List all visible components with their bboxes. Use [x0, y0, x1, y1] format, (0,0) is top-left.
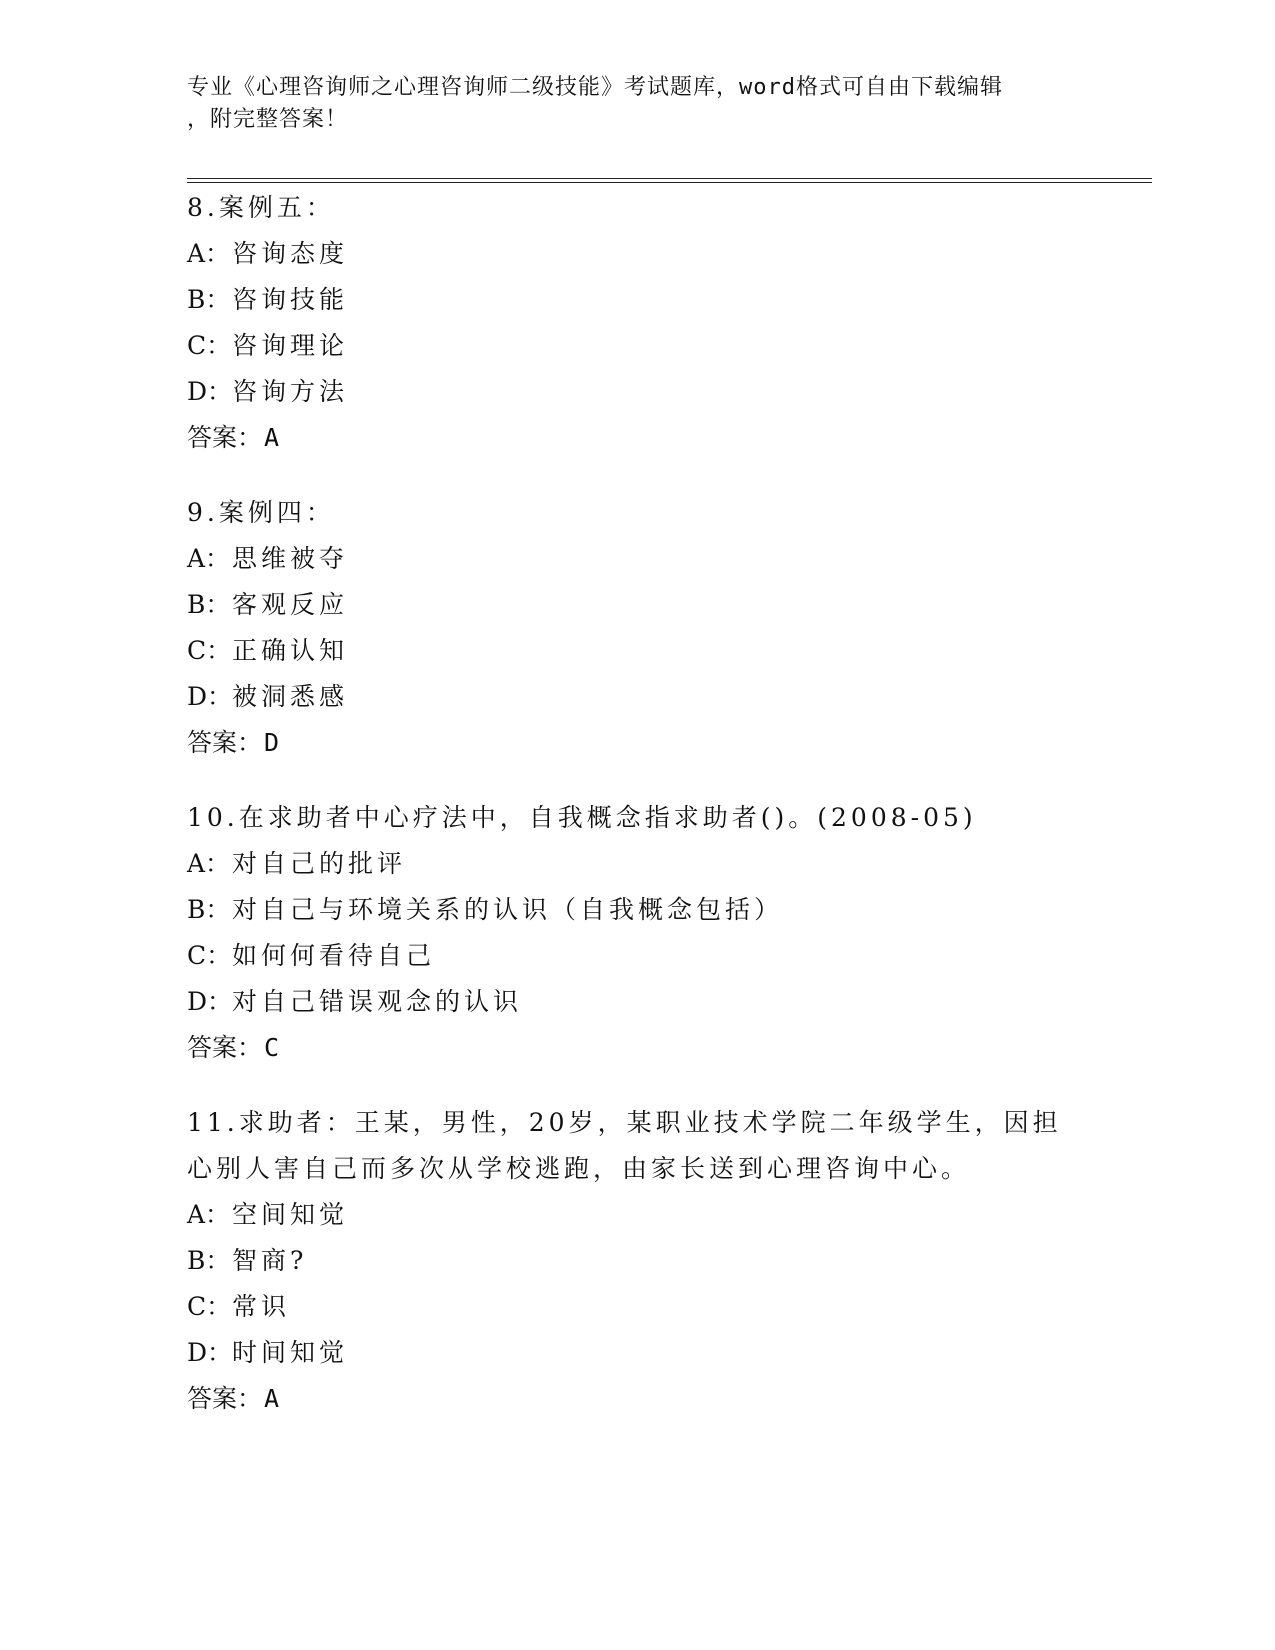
answer-label: 答案： [187, 1384, 263, 1413]
answer-label: 答案： [187, 728, 263, 757]
option-c [187, 628, 1087, 674]
option-letter: A： [187, 849, 231, 878]
option-text: 咨询理论 [232, 331, 349, 360]
option-letter: C： [187, 1292, 232, 1321]
option-d [187, 979, 1087, 1025]
option-letter: B： [187, 590, 231, 619]
answer-value: A [264, 1384, 280, 1413]
answer-label: 答案： [187, 1033, 263, 1062]
question-9 [187, 490, 1087, 766]
option-text: 咨询方法 [232, 377, 349, 406]
option-d [187, 1330, 1067, 1376]
answer-line [187, 720, 1087, 766]
option-d [187, 674, 1087, 720]
option-text: 空间知觉 [232, 1200, 349, 1229]
question-stem: 9.案例四： [187, 498, 335, 527]
question-11 [187, 1100, 1067, 1422]
option-a [187, 841, 1087, 887]
answer-line [187, 415, 1087, 461]
option-letter: B： [187, 285, 231, 314]
header-line-2: ，附完整答案！ [187, 107, 349, 132]
option-letter: A： [187, 1200, 231, 1229]
option-c [187, 1284, 1067, 1330]
page-header [187, 72, 1087, 136]
option-a [187, 231, 1087, 277]
question-10 [187, 795, 1087, 1071]
option-letter: D： [187, 987, 233, 1016]
answer-value: A [264, 423, 280, 452]
option-text: 对自己与环境关系的认识（自我概念包括） [232, 895, 784, 924]
option-text: 对自己的批评 [232, 849, 407, 878]
option-b [187, 887, 1087, 933]
option-b [187, 1238, 1067, 1284]
answer-value: C [264, 1033, 280, 1062]
option-text: 时间知觉 [232, 1338, 349, 1367]
answer-line [187, 1376, 1067, 1422]
option-b [187, 277, 1087, 323]
option-letter: D： [187, 682, 233, 711]
option-text: 被洞悉感 [232, 682, 349, 711]
question-stem: 8.案例五： [187, 193, 335, 222]
option-letter: B： [187, 1246, 231, 1275]
option-text: 咨询技能 [232, 285, 349, 314]
option-a [187, 1192, 1067, 1238]
header-line-1: 专业《心理咨询师之心理咨询师二级技能》考试题库，word格式可自由下载编辑 [187, 75, 1003, 100]
option-d [187, 369, 1087, 415]
option-letter: D： [187, 377, 233, 406]
option-text: 如何何看待自己 [232, 941, 436, 970]
option-text: 思维被夺 [232, 544, 349, 573]
option-a [187, 536, 1087, 582]
question-stem: 10.在求助者中心疗法中，自我概念指求助者()。(2008-05) [187, 803, 977, 832]
option-c [187, 323, 1087, 369]
answer-label: 答案： [187, 423, 263, 452]
option-c [187, 933, 1087, 979]
option-text: 常识 [232, 1292, 291, 1321]
option-text: 正确认知 [232, 636, 349, 665]
header-divider-top [187, 178, 1152, 179]
option-letter: D： [187, 1338, 233, 1367]
option-text: 咨询态度 [232, 239, 349, 268]
answer-line [187, 1025, 1087, 1071]
option-text: 智商? [232, 1246, 308, 1275]
option-text: 对自己错误观念的认识 [232, 987, 523, 1016]
question-stem: 11.求助者：王某，男性，20岁，某职业技术学院二年级学生，因担心别人害自己而多次从学校逃跑，由家长送到心理咨询中心。 [187, 1108, 1062, 1183]
option-letter: C： [187, 636, 232, 665]
option-letter: C： [187, 331, 232, 360]
header-divider-bottom [187, 182, 1152, 183]
option-letter: C： [187, 941, 232, 970]
option-letter: A： [187, 544, 231, 573]
question-8 [187, 185, 1087, 461]
option-letter: B： [187, 895, 231, 924]
option-text: 客观反应 [232, 590, 349, 619]
option-letter: A： [187, 239, 231, 268]
option-b [187, 582, 1087, 628]
answer-value: D [264, 728, 280, 757]
